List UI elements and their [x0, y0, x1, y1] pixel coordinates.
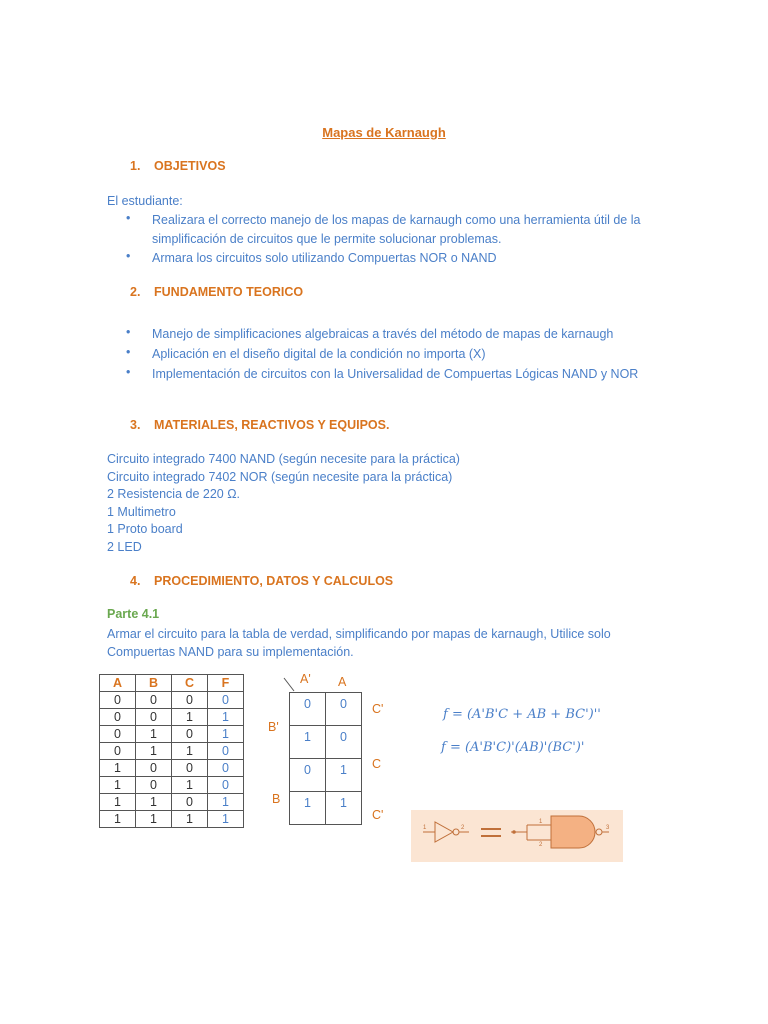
formula-1: f = (A'B'C + AB + BC')'' [443, 707, 601, 722]
table-cell: 1 [100, 811, 136, 828]
column-header: C [172, 675, 208, 692]
table-cell: 1 [208, 726, 244, 743]
pin-label: 2 [539, 842, 543, 848]
material-item: 2 Resistencia de 220 Ω. [107, 487, 241, 501]
kmap-cell: 1 [326, 792, 362, 825]
bullet-icon: • [126, 211, 131, 225]
bullet-text: Aplicación en el diseño digital de la condición no importa (X) [152, 347, 486, 361]
bullet-text: Armara los circuitos solo utilizando Compuertas NOR o NAND [152, 251, 497, 265]
parte-text-line-2: Compuertas NAND para su implementación. [107, 645, 354, 659]
table-cell: 0 [100, 743, 136, 760]
table-cell: 1 [208, 811, 244, 828]
table-cell: 1 [172, 811, 208, 828]
section-label: PROCEDIMIENTO, DATOS Y CALCULOS [154, 574, 394, 588]
table-cell: 1 [136, 726, 172, 743]
parte-text-line-1: Armar el circuito para la tabla de verdad, simplificando por mapas de karnaugh, Utilice solo [107, 627, 611, 641]
table-cell: 1 [172, 743, 208, 760]
column-header: F [208, 675, 244, 692]
table-row [100, 726, 244, 743]
table-cell: 1 [100, 760, 136, 777]
table-header-row [100, 675, 244, 692]
table-cell: 0 [172, 794, 208, 811]
kmap-row [290, 792, 362, 825]
table-cell: 0 [208, 760, 244, 777]
bullet-icon: • [126, 365, 131, 379]
column-header: B [136, 675, 172, 692]
kmap-cell: 0 [290, 759, 326, 792]
table-cell: 1 [208, 709, 244, 726]
table-cell: 0 [172, 760, 208, 777]
table-cell: 0 [208, 692, 244, 709]
section-label: OBJETIVOS [154, 159, 226, 173]
bullet-text: Manejo de simplificaciones algebraicas a través del método de mapas de karnaugh [152, 327, 614, 341]
section-number: 2. [130, 285, 141, 299]
table-cell: 0 [172, 726, 208, 743]
table-cell: 0 [136, 777, 172, 794]
section-number: 3. [130, 418, 141, 432]
table-cell: 0 [136, 692, 172, 709]
parte-label: Parte 4.1 [107, 607, 160, 621]
kmap-row-label: B [272, 792, 281, 806]
kmap-cell: 1 [290, 726, 326, 759]
section-label: MATERIALES, REACTIVOS Y EQUIPOS. [154, 418, 390, 432]
bullet-text: Implementación de circuitos con la Universalidad de Compuertas Lógicas NAND y NOR [152, 367, 639, 381]
table-cell: 0 [100, 726, 136, 743]
table-row [100, 743, 244, 760]
bullet-text: Realizara el correcto manejo de los mapas de karnaugh como una herramienta útil de la simplificación de circuitos que le permite solucionar problemas. [152, 213, 641, 246]
section-number: 4. [130, 574, 141, 588]
kmap-row [290, 759, 362, 792]
pin-label: 1 [539, 819, 543, 825]
bullet-icon: • [126, 249, 131, 263]
section-heading-procedimiento [130, 574, 393, 588]
table-cell: 1 [100, 794, 136, 811]
kmap-row-label: C' [372, 702, 384, 716]
table-cell: 0 [172, 692, 208, 709]
pin-label: 3 [606, 825, 610, 831]
section-heading-materiales [130, 418, 389, 432]
section-label: FUNDAMENTO TEORICO [154, 285, 304, 299]
material-item: 1 Proto board [107, 522, 183, 536]
kmap-row-label: B' [268, 720, 279, 734]
table-row [100, 760, 244, 777]
kmap-row [290, 726, 362, 759]
karnaugh-map [289, 692, 362, 825]
kmap-row [290, 693, 362, 726]
table-cell: 1 [172, 709, 208, 726]
page-title: Mapas de Karnaugh [322, 125, 446, 140]
material-item: Circuito integrado 7400 NAND (según necesite para la práctica) [107, 452, 460, 466]
pin-label: 1 [423, 825, 427, 831]
table-cell: 1 [136, 743, 172, 760]
kmap-cell: 1 [290, 792, 326, 825]
table-cell: 1 [208, 794, 244, 811]
table-row [100, 811, 244, 828]
section-heading-fundamento [130, 285, 303, 299]
formula-2: f = (A'B'C)'(AB)'(BC')' [441, 740, 585, 755]
gate-equivalence-diagram [411, 810, 623, 862]
table-row [100, 692, 244, 709]
column-header: A [100, 675, 136, 692]
table-row [100, 709, 244, 726]
material-item: 2 LED [107, 540, 142, 554]
kmap-col-label: A' [300, 672, 311, 686]
table-cell: 0 [136, 709, 172, 726]
table-row [100, 794, 244, 811]
table-cell: 1 [100, 777, 136, 794]
section-number: 1. [130, 159, 141, 173]
table-cell: 1 [172, 777, 208, 794]
bullet-icon: • [126, 345, 131, 359]
table-cell: 0 [100, 692, 136, 709]
bullet-icon: • [126, 325, 131, 339]
table-cell: 1 [136, 794, 172, 811]
kmap-col-label: A [338, 675, 347, 689]
kmap-row-label: C' [372, 808, 384, 822]
objetivos-intro: El estudiante: [107, 194, 183, 208]
kmap-cell: 0 [326, 726, 362, 759]
table-cell: 0 [208, 777, 244, 794]
section-heading-objetivos [130, 159, 226, 173]
kmap-row-label: C [372, 757, 382, 771]
kmap-cell: 0 [290, 693, 326, 726]
material-item: Circuito integrado 7402 NOR (según necesite para la práctica) [107, 470, 453, 484]
material-item: 1 Multimetro [107, 505, 176, 519]
table-row [100, 777, 244, 794]
table-cell: 1 [136, 811, 172, 828]
table-cell: 0 [100, 709, 136, 726]
truth-table [99, 674, 244, 828]
not-nand-equivalence-icon [411, 810, 623, 862]
kmap-cell: 1 [326, 759, 362, 792]
pin-label: 2 [461, 825, 465, 831]
kmap-cell: 0 [326, 693, 362, 726]
table-cell: 0 [208, 743, 244, 760]
table-cell: 0 [136, 760, 172, 777]
